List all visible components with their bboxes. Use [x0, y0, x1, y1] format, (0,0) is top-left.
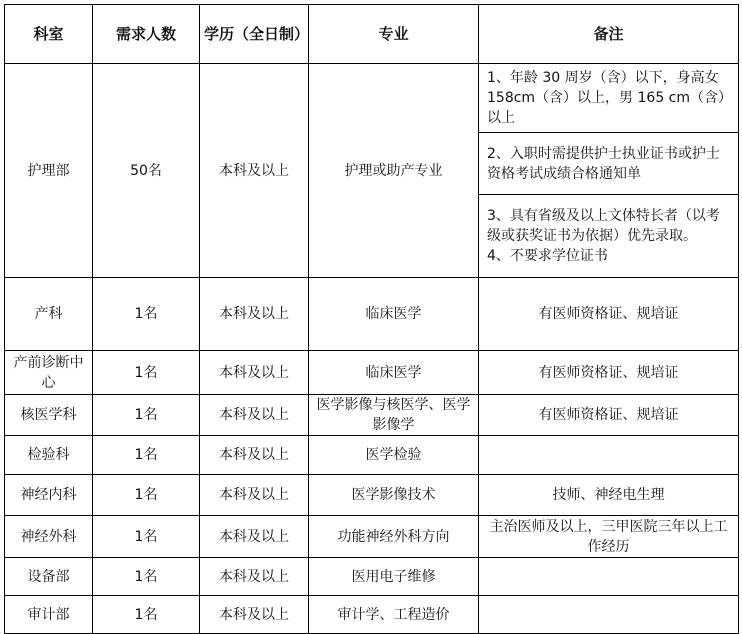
cell-major: 功能神经外科方向 — [309, 516, 479, 558]
table-row — [5, 351, 739, 395]
cell-edu: 本科及以上 — [200, 516, 309, 558]
cell-dept: 审计部 — [5, 596, 93, 634]
table-row — [5, 475, 739, 516]
cell-edu: 本科及以上 — [200, 436, 309, 475]
table-row-nursing — [5, 64, 739, 133]
table-row — [5, 516, 739, 558]
cell-note: 有医师资格证、规培证 — [479, 278, 739, 351]
cell-note: 有医师资格证、规培证 — [479, 351, 739, 395]
cell-count: 1名 — [93, 558, 200, 596]
cell-note-3-4 — [479, 195, 739, 278]
table-row — [5, 436, 739, 475]
cell-note: 有医师资格证、规培证 — [479, 395, 739, 436]
cell-dept: 神经外科 — [5, 516, 93, 558]
cell-edu: 本科及以上 — [200, 558, 309, 596]
cell-count: 1名 — [93, 278, 200, 351]
cell-count: 1名 — [93, 516, 200, 558]
cell-dept: 产科 — [5, 278, 93, 351]
cell-count: 1名 — [93, 596, 200, 634]
cell-dept: 神经内科 — [5, 475, 93, 516]
cell-note — [479, 436, 739, 475]
header-dept: 科室 — [5, 5, 93, 64]
cell-major: 护理或助产专业 — [309, 64, 479, 278]
table-row — [5, 558, 739, 596]
cell-count: 1名 — [93, 436, 200, 475]
cell-dept: 检验科 — [5, 436, 93, 475]
cell-major: 临床医学 — [309, 278, 479, 351]
cell-note: 主治医师及以上，三甲医院三年以上工作经历 — [479, 516, 739, 558]
cell-major: 临床医学 — [309, 351, 479, 395]
cell-edu: 本科及以上 — [200, 395, 309, 436]
cell-edu: 本科及以上 — [200, 278, 309, 351]
cell-edu: 本科及以上 — [200, 351, 309, 395]
cell-edu: 本科及以上 — [200, 475, 309, 516]
cell-count: 50名 — [93, 64, 200, 278]
cell-major: 审计学、工程造价 — [309, 596, 479, 634]
note-3-text: 3、具有省级及以上文体特长者（以考级或获奖证书为依据）优先录取。 — [487, 208, 720, 244]
header-notes: 备注 — [479, 5, 739, 64]
header-edu: 学历（全日制） — [200, 5, 309, 64]
table-row — [5, 278, 739, 351]
cell-note — [479, 596, 739, 634]
cell-edu: 本科及以上 — [200, 596, 309, 634]
cell-dept: 产前诊断中心 — [5, 351, 93, 395]
cell-major: 医学影像技术 — [309, 475, 479, 516]
cell-dept: 核医学科 — [5, 395, 93, 436]
header-count: 需求人数 — [93, 5, 200, 64]
cell-major: 医用电子维修 — [309, 558, 479, 596]
table-row — [5, 395, 739, 436]
cell-major: 医学影像与核医学、医学影像学 — [309, 395, 479, 436]
cell-major: 医学检验 — [309, 436, 479, 475]
cell-dept: 设备部 — [5, 558, 93, 596]
table-row — [5, 596, 739, 634]
cell-count: 1名 — [93, 395, 200, 436]
cell-count: 1名 — [93, 351, 200, 395]
cell-dept: 护理部 — [5, 64, 93, 278]
note-4-text: 4、不要求学位证书 — [487, 248, 608, 264]
header-major: 专业 — [309, 5, 479, 64]
cell-edu: 本科及以上 — [200, 64, 309, 278]
cell-note-1: 1、年龄 30 周岁（含）以下，身高女 158cm（含）以上，男 165 cm（含）以上 — [479, 64, 739, 133]
cell-note: 技师、神经电生理 — [479, 475, 739, 516]
recruitment-table — [4, 4, 739, 634]
table-header-row — [5, 5, 739, 64]
cell-note-2: 2、入职时需提供护士执业证书或护士资格考试成绩合格通知单 — [479, 133, 739, 195]
cell-count: 1名 — [93, 475, 200, 516]
cell-note — [479, 558, 739, 596]
